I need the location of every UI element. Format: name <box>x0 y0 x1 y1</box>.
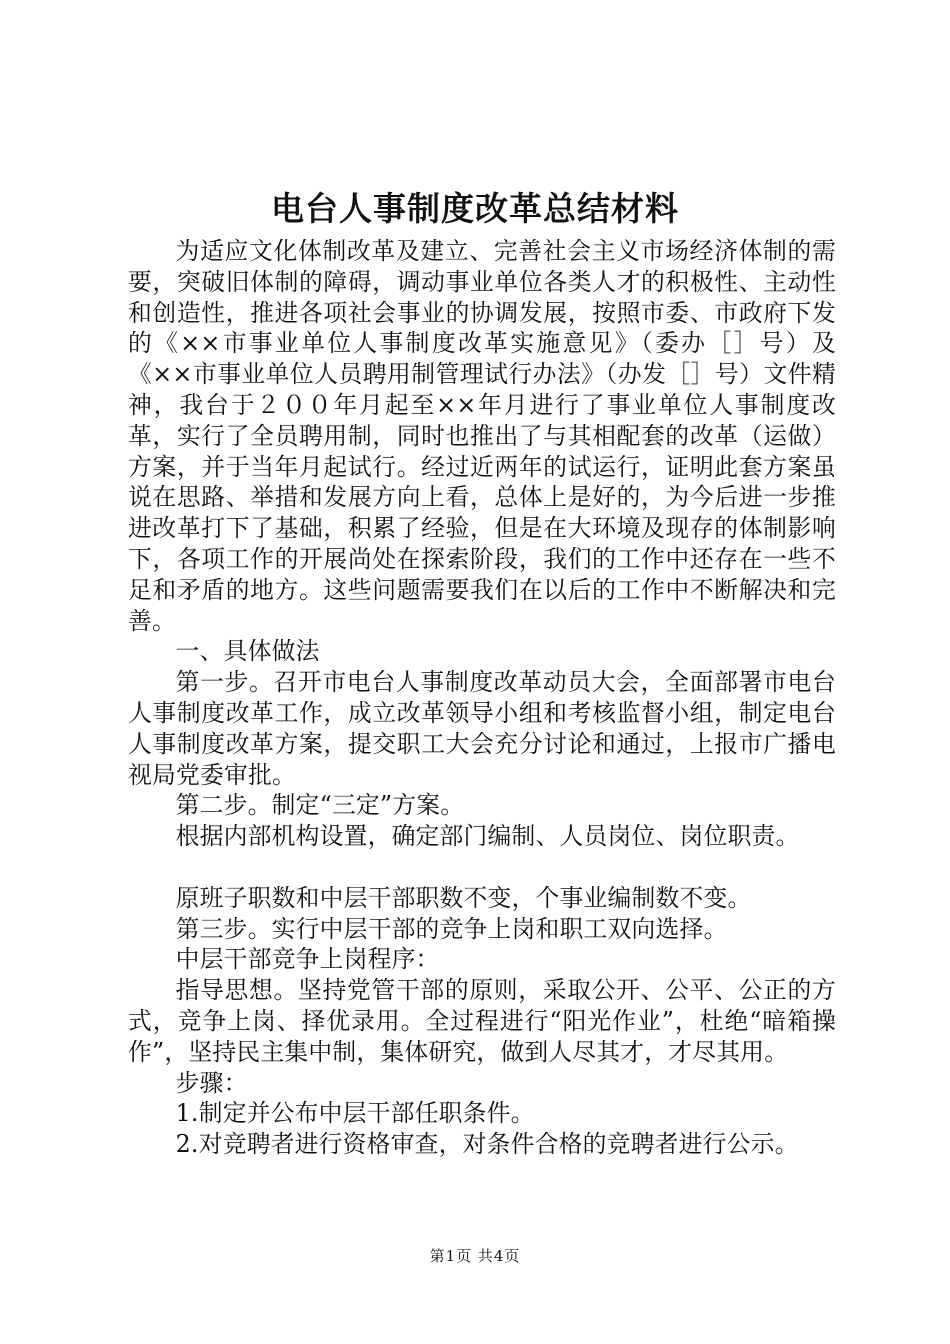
steps-heading: 步骤： <box>175 1068 248 1097</box>
step-three-paragraph: 第三步。实行中层干部的竞争上岗和职工双向选择。 <box>175 914 728 943</box>
guiding-principle-paragraph: 指导思想。坚持党管干部的原则，采取公开、公平、公正的方式，竞争上岗、择优录用。全过程进行“阳光作业”，杜绝“暗箱操作”，坚持民主集中制，集体研究，做到人尽其才，才尽其用。 <box>128 976 836 1066</box>
step-two-paragraph: 第二步。制定“三定”方案。 <box>175 791 465 820</box>
list-item: 1.制定并公布中层干部任职条件。 <box>175 1099 535 1128</box>
intro-paragraph: 为适应文化体制改革及建立、完善社会主义市场经济体制的需要，突破旧体制的障碍，调动事业单位各类人才的积极性、主动性和创造性，推进各项社会事业的协调发展，按照市委、市政府下发的《××市事业单位人事制度改革实施意见》（委办［］号）及《××市事业单位人员聘用制管理试行办法》（办发［］号）文件精神，我台于２００年月起至××年月进行了事业单位人事制度改革，实行了全员聘用制，同时也推出了与其相配套的改革（运做）方案，并于当年月起试行。经过近两年的试运行，证明此套方案虽说在思路、举措和发展方向上看，总体上是好的，为今后进一步推进改革打下了基础，积累了经验，但是在大环境及现存的体制影响下，各项工作的开展尚处在探索阶段，我们的工作中还存在一些不足和矛盾的地方。这些问题需要我们在以后的工作中不断解决和完善。 <box>128 237 836 635</box>
section-heading-specific-methods: 一、具体做法 <box>175 637 320 666</box>
staffing-paragraph: 根据内部机构设置，确定部门编制、人员岗位、岗位职责。 <box>175 822 800 851</box>
document-body <box>128 236 836 1160</box>
procedure-heading: 中层干部竞争上岗程序： <box>175 945 440 974</box>
list-item: 2.对竞聘者进行资格审查，对条件合格的竞聘者进行公示。 <box>175 1130 799 1159</box>
step-one-paragraph: 第一步。召开市电台人事制度改革动员大会，全面部署市电台人事制度改革工作，成立改革领导小组和考核监督小组，制定电台人事制度改革方案，提交职工大会充分讨论和通过，上报市广播电视局党委审批。 <box>128 668 836 789</box>
page-footer: 第1页 共4页 <box>429 1247 521 1265</box>
document-title: 电台人事制度改革总结材料 <box>271 189 679 228</box>
positions-paragraph: 原班子职数和中层干部职数不变，个事业编制数不变。 <box>175 883 752 912</box>
